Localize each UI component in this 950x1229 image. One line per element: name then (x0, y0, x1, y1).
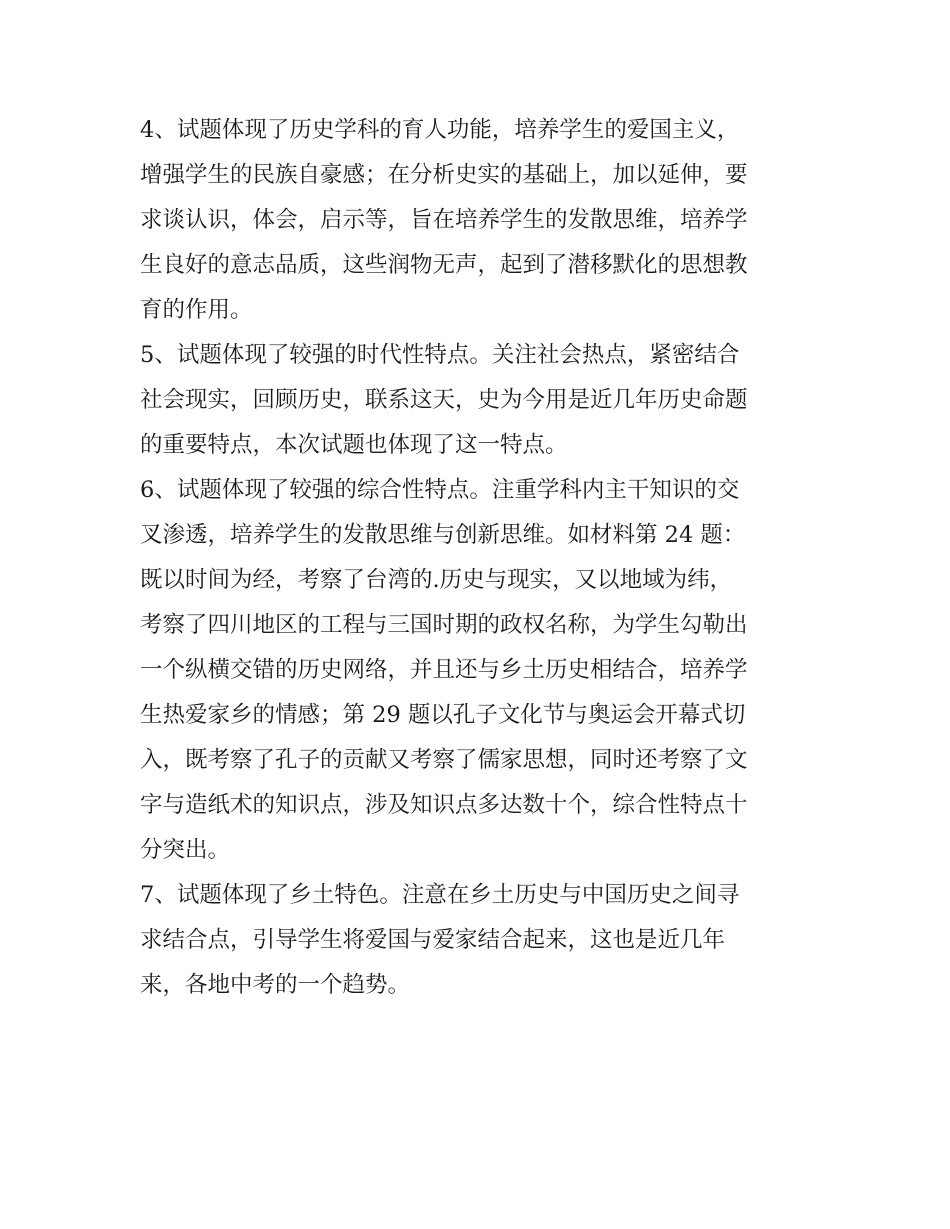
text-line: 分突出。 (140, 837, 231, 863)
text-line: 叉渗透，培养学生的发散思维与创新思维。如材料第 24 题： (140, 522, 746, 548)
text-line: 入，既考察了孔子的贡献又考察了儒家思想，同时还考察了文 (140, 747, 748, 773)
text-line: 的重要特点，本次试题也体现了这一特点。 (140, 432, 568, 458)
text-line: 增强学生的民族自豪感；在分析史实的基础上，加以延伸，要 (140, 162, 748, 188)
text-line: 7、试题体现了乡土特色。注意在乡土历史与中国历史之间寻 (140, 882, 740, 908)
text-line: 考察了四川地区的工程与三国时期的政权名称，为学生勾勒出 (140, 612, 748, 638)
text-line: 社会现实，回顾历史，联系这天，史为今用是近几年历史命题 (140, 387, 748, 413)
document-body (140, 108, 820, 1008)
text-line: 育的作用。 (140, 297, 253, 323)
text-line: 字与造纸术的知识点，涉及知识点多达数十个，综合性特点十 (140, 792, 748, 818)
paragraph-6 (140, 468, 820, 873)
text-line: 既以时间为经，考察了台湾的.历史与现实，又以地域为纬， (140, 567, 733, 593)
text-line: 4、试题体现了历史学科的育人功能，培养学生的爱国主义， (140, 117, 740, 143)
text-line: 求结合点，引导学生将爱国与爱家结合起来，这也是近几年 (140, 927, 726, 953)
paragraph-4 (140, 108, 820, 333)
text-line: 生热爱家乡的情感；第 29 题以孔子文化节与奥运会开幕式切 (140, 702, 746, 728)
text-line: 生良好的意志品质，这些润物无声，起到了潜移默化的思想教 (140, 252, 748, 278)
text-line: 一个纵横交错的历史网络，并且还与乡土历史相结合，培养学 (140, 657, 748, 683)
paragraph-7 (140, 873, 820, 1008)
text-line: 6、试题体现了较强的综合性特点。注重学科内主干知识的交 (140, 477, 740, 503)
paragraph-5 (140, 333, 820, 468)
text-line: 来，各地中考的一个趋势。 (140, 972, 411, 998)
text-line: 求谈认识，体会，启示等，旨在培养学生的发散思维，培养学 (140, 207, 748, 233)
text-line: 5、试题体现了较强的时代性特点。关注社会热点，紧密结合 (140, 342, 740, 368)
